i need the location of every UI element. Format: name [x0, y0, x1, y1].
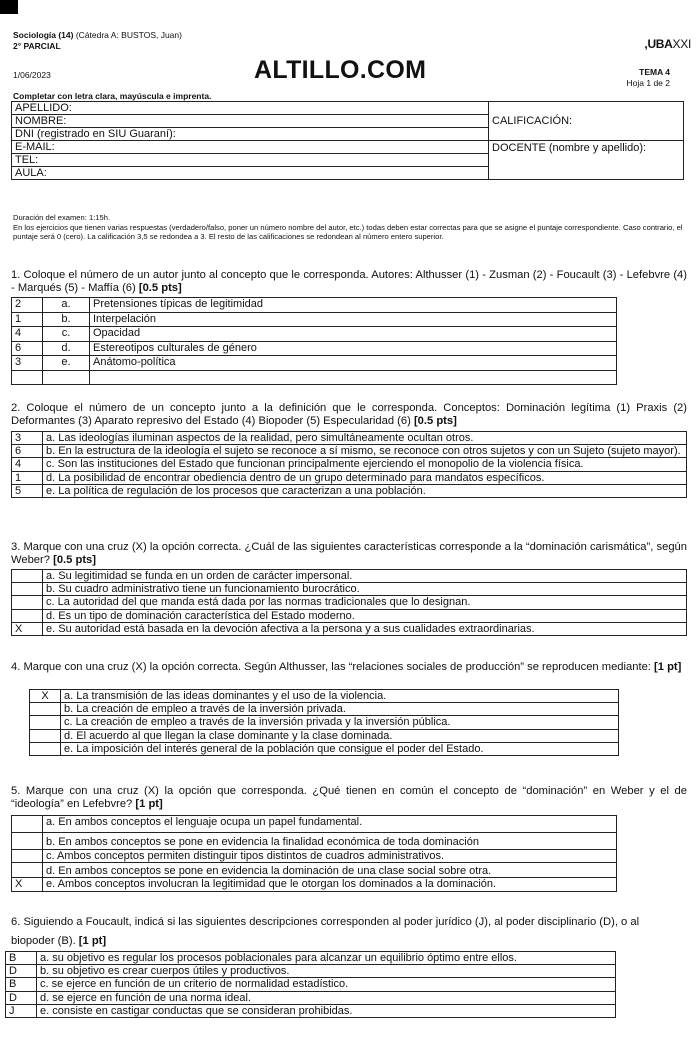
corner-mark — [0, 0, 18, 14]
answer-cell[interactable]: 4 — [12, 458, 43, 471]
tema-label: TEMA 4 — [639, 67, 670, 77]
answer-cell[interactable] — [30, 729, 61, 742]
option-text: d. Es un tipo de dominación característica del Estado moderno. — [43, 609, 687, 622]
table-row — [12, 341, 617, 356]
option-letter: a. — [43, 298, 90, 313]
table-row — [12, 484, 687, 497]
table-row — [6, 1004, 616, 1017]
exam-type: 2° PARCIAL — [13, 41, 61, 51]
aula-field[interactable]: AULA: — [12, 167, 489, 180]
answer-cell[interactable] — [30, 716, 61, 729]
page-indicator: Hoja 1 de 2 — [626, 78, 670, 88]
answer-cell[interactable]: D — [6, 965, 37, 978]
option-text: a. En ambos conceptos el lenguaje ocupa un papel fundamental. — [43, 816, 617, 833]
question-6: 6. Siguiendo a Foucault, indicá si las siguientes descripciones corresponden al poder jurídico (J), al poder disciplinario (D), o al biopoder (B). [1 pt] — [11, 916, 640, 947]
email-field[interactable]: E-MAIL: — [12, 141, 489, 154]
answer-cell[interactable] — [30, 742, 61, 755]
answer-cell[interactable]: 5 — [12, 484, 43, 497]
option-text: a. La transmisión de las ideas dominantes y el uso de la violencia. — [61, 690, 619, 703]
empty-cell — [90, 370, 617, 385]
answer-cell[interactable]: D — [6, 991, 37, 1004]
answer-cell[interactable] — [12, 850, 43, 863]
option-text: e. Su autoridad está basada en la devoción afectiva a la persona y a sus cualidades extraordinarias. — [43, 622, 687, 635]
table-row — [6, 978, 616, 991]
answer-cell[interactable] — [12, 816, 43, 833]
table-row — [30, 703, 619, 716]
answer-cell[interactable] — [30, 703, 61, 716]
question-2: 2. Coloque el número de un concepto junto a la definición que le corresponda. Conceptos: Dominación legítima (1) Praxis (2) Deformantes (3) Aparato represivo del Estado (4) Biopoder (5) Especularidad (6) [0.5 pts] — [11, 402, 687, 427]
option-text: a. su objetivo es regular los procesos poblacionales para alcanzar un equilibrio óptimo entre ellos. — [37, 952, 616, 965]
option-text: Estereotipos culturales de género — [90, 341, 617, 356]
table-row — [12, 312, 617, 327]
option-text: a. Las ideologías iluminan aspectos de la realidad, pero simultáneamente ocultan otros. — [43, 432, 687, 445]
question-1: 1. Coloque el número de un autor junto al concepto que le corresponda. Autores: Althusser (1) - Zusman (2) - Foucault (3) - Lefebvre (4) - Marqués (5) - Maffía (6) [0.5 pts] — [11, 269, 687, 294]
option-text: b. En ambos conceptos se pone en evidencia la finalidad económica de toda dominación — [43, 833, 617, 850]
table-row — [30, 742, 619, 755]
table-row — [12, 878, 617, 891]
table-row — [12, 445, 687, 458]
answer-table-1 — [11, 297, 617, 385]
table-row — [12, 370, 617, 385]
option-text: c. se ejerce en función de un criterio de normalidad estadístico. — [37, 978, 616, 991]
table-row — [30, 716, 619, 729]
table-row — [12, 471, 687, 484]
option-text: c. La creación de empleo a través de la inversión privada y la inversión pública. — [61, 716, 619, 729]
answer-cell[interactable]: 1 — [12, 471, 43, 484]
nombre-field[interactable]: NOMBRE: — [12, 115, 489, 128]
table-row — [12, 863, 617, 878]
table-row — [6, 991, 616, 1004]
answer-cell[interactable]: 2 — [12, 298, 43, 313]
answer-table-6 — [5, 951, 616, 1018]
grading-rules: En los ejercicios que tienen varias respuestas (verdadero/falso, poner un número nombre del autor, etc.) todas deben estar correctas para que se asigne el puntaje correspondiente. Caso contrario, el puntaje será 0 (cero). La calificación 3,5 se redondea a 3. El resto de las calificaciones se redondean al número entero superior. — [13, 223, 683, 241]
answer-cell[interactable] — [12, 596, 43, 609]
option-text: Interpelación — [90, 312, 617, 327]
empty-cell — [12, 370, 43, 385]
option-text: b. La creación de empleo a través de la inversión privada. — [61, 703, 619, 716]
answer-cell[interactable]: X — [12, 878, 43, 891]
option-text: c. Ambos conceptos permiten distinguir tipos distintos de cuadros administrativos. — [43, 850, 617, 863]
table-row — [12, 327, 617, 342]
brand-title: ALTILLO.COM — [254, 56, 427, 84]
question-3: 3. Marque con una cruz (X) la opción correcta. ¿Cuál de las siguientes características corresponde a la “dominación carismática”, según Weber? [0.5 pts] — [11, 541, 687, 566]
option-text: b. En la estructura de la ideología el sujeto se reconoce a sí mismo, se reconoce con otros sujetos y con un Sujeto (sujeto mayor). — [43, 445, 687, 458]
answer-cell[interactable]: 3 — [12, 432, 43, 445]
answer-table-2 — [11, 431, 687, 498]
fill-instruction: Completar con letra clara, mayúscula e imprenta. — [13, 91, 212, 101]
table-row — [12, 570, 687, 583]
option-text: e. Ambos conceptos involucran la legitimidad que le otorgan los dominados a la dominación. — [43, 878, 617, 891]
table-row — [12, 458, 687, 471]
option-letter: d. — [43, 341, 90, 356]
option-text: b. su objetivo es crear cuerpos útiles y productivos. — [37, 965, 616, 978]
option-text: Anátomo-política — [90, 356, 617, 371]
table-row — [12, 816, 617, 833]
docente-field[interactable]: DOCENTE (nombre y apellido): — [489, 141, 684, 180]
option-text: d. La posibilidad de encontrar obediencia dentro de un grupo determinado para mandatos específicos. — [43, 471, 687, 484]
table-row — [12, 850, 617, 863]
course-title: Sociología (14) (Cátedra A: BUSTOS, Juan) — [13, 30, 182, 40]
option-letter: c. — [43, 327, 90, 342]
answer-table-5 — [11, 815, 617, 892]
duration-note: Duración del examen: 1:15h. — [13, 213, 111, 222]
answer-cell[interactable] — [12, 833, 43, 850]
option-text: d. El acuerdo al que llegan la clase dominante y la clase dominada. — [61, 729, 619, 742]
table-row — [12, 298, 617, 313]
table-row — [30, 729, 619, 742]
option-letter: e. — [43, 356, 90, 371]
answer-cell[interactable]: 4 — [12, 327, 43, 342]
exam-date: 1/06/2023 — [13, 70, 51, 80]
table-row — [12, 622, 687, 635]
answer-cell[interactable]: B — [6, 978, 37, 991]
option-text: Opacidad — [90, 327, 617, 342]
answer-cell[interactable]: X — [12, 622, 43, 635]
option-text: c. Son las instituciones del Estado que funcionan principalmente ejerciendo el monopolio de la violencia física. — [43, 458, 687, 471]
answer-table-4 — [29, 689, 619, 756]
answer-cell[interactable] — [12, 583, 43, 596]
answer-cell[interactable]: B — [6, 952, 37, 965]
option-text: b. Su cuadro administrativo tiene un funcionamiento burocrático. — [43, 583, 687, 596]
option-text: Pretensiones típicas de legitimidad — [90, 298, 617, 313]
table-row — [12, 432, 687, 445]
student-info-table — [11, 101, 684, 180]
option-text: e. consiste en castigar conductas que se consideran prohibidas. — [37, 1004, 616, 1017]
apellido-field[interactable]: APELLIDO: — [12, 102, 489, 115]
table-row — [12, 596, 687, 609]
answer-cell[interactable] — [12, 570, 43, 583]
question-4: 4. Marque con una cruz (X) la opción correcta. Según Althusser, las “relaciones sociales de producción” se reproducen mediante: [1 pt] — [11, 661, 682, 673]
answer-cell[interactable]: 6 — [12, 445, 43, 458]
option-text: d. se ejerce en función de una norma ideal. — [37, 991, 616, 1004]
option-text: e. La imposición del interés general de la población que consigue el poder del Estado. — [61, 742, 619, 755]
option-text: d. En ambos conceptos se pone en evidencia la dominación de una clase social sobre otra. — [43, 863, 617, 878]
answer-cell[interactable]: 6 — [12, 341, 43, 356]
option-letter: b. — [43, 312, 90, 327]
answer-table-3 — [11, 569, 687, 636]
table-row — [12, 583, 687, 596]
table-row — [12, 833, 617, 850]
table-row — [6, 965, 616, 978]
answer-cell[interactable]: J — [6, 1004, 37, 1017]
empty-cell — [43, 370, 90, 385]
calificacion-field[interactable]: CALIFICACIÓN: — [489, 102, 684, 141]
dni-field[interactable]: DNI (registrado en SIU Guaraní): — [12, 128, 489, 141]
answer-cell[interactable]: 3 — [12, 356, 43, 371]
answer-cell[interactable]: 1 — [12, 312, 43, 327]
table-row — [30, 690, 619, 703]
table-row — [12, 609, 687, 622]
answer-cell[interactable]: X — [30, 690, 61, 703]
table-row — [6, 952, 616, 965]
tel-field[interactable]: TEL: — [12, 154, 489, 167]
option-text: c. La autoridad del que manda está dada por las normas tradicionales que lo designan. — [43, 596, 687, 609]
option-text: e. La política de regulación de los procesos que caracterizan a una población. — [43, 484, 687, 497]
uba-logo: ,UBAXXI — [644, 37, 691, 51]
option-text: a. Su legitimidad se funda en un orden de carácter impersonal. — [43, 570, 687, 583]
table-row — [12, 356, 617, 371]
answer-cell[interactable] — [12, 609, 43, 622]
answer-cell[interactable] — [12, 863, 43, 878]
question-5: 5. Marque con una cruz (X) la opción que corresponda. ¿Qué tienen en común el concepto de “dominación” en Weber y el de “ideología” en Lefebvre? [1 pt] — [11, 785, 687, 810]
